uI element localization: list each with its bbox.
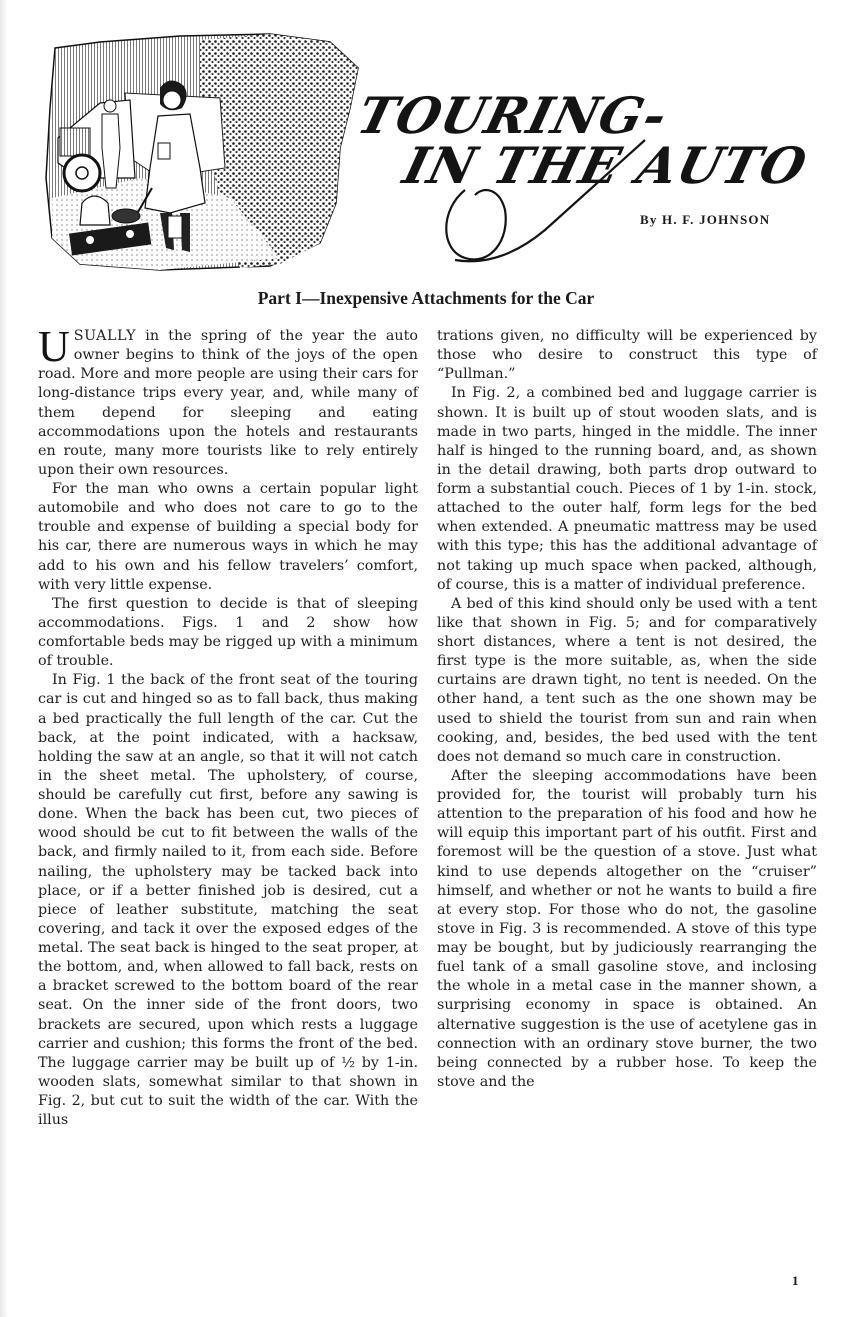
paragraph: For the man who owns a certain popular light automobile and who does not care to go to the trouble and expense of building a special body for his car, there are numerous ways in which he may add to his own and his fellow travelers’ comfort, with very little expense. [38,481,418,593]
right-column [437,327,817,1092]
article-subtitle: Part I—Inexpensive Attachments for the Car [257,288,595,308]
paragraph: trations given, no difficulty will be experienced by those who desire to construct this type of “Pullman.” [437,328,817,383]
title-line-1: TOURING- [351,86,674,145]
paragraph-text: in the spring of the year the auto owner begins to think of the joys of the open road. More and more people are using their cars for long-distance trips every year, and, while many of them depend for sleeping and eating accommodations upon the hotels and restaurants en route, many more tourists like to rely entirely upon their own resources. [38,328,418,478]
left-column [38,322,418,1130]
paragraph: A bed of this kind should only be used with a tent like that shown in Fig. 5; and for comparatively short distances, where a tent is not desired, the first type is the more suitable, as, when the side curtains are drawn tight, no tent is needed. On the other hand, a tent such as the one shown may be used to shield the tourist from sun and rain when cooking, and, besides, the bed used with the tent does not demand so much care in construction. [437,595,817,765]
paragraph: In Fig. 2, a combined bed and luggage carrier is shown. It is built up of stout wooden slats, and is made in two parts, hinged in the middle. The inner half is hinged to the running board, and, as shown in the detail drawing, both parts drop outward to form a substantial couch. Pieces of 1 by 1-in. stock, attached to the outer half, form legs for the bed when extended. A pneumatic mattress may be used with this type; this has the additional advantage of not taking up much space when packed, although, of course, this is a matter of individual preference. [437,385,817,593]
paragraph: After the sleeping accommodations have been provided for, the tourist will probably turn his attention to the preparation of his food and how he will equip this important part of his outfit. First and foremost will be the question of a stove. Just what kind to use depends altogether on the “cruiser” himself, and whether or not he wants to build a fire at every stop. For those who do not, the gasoline stove in Fig. 3 is recommended. A stove of this type may be bought, but by judiciously rearranging the fuel tank of a small gasoline stove, and inclosing the whole in a metal case in the manner shown, a surprising economy in space is obtained. An alternative suggestion is the use of acetylene gas in connection with an ordinary stove burner, the two being connected by a rubber hose. To keep the stove and the [437,767,817,1090]
paragraph: In Fig. 1 the back of the front seat of the touring car is cut and hinged so as to fall back, thus making a bed practically the full length of the car. Cut the back, at the point indicated, with a hacksaw, holding the saw at an angle, so that it will not catch in the sheet metal. The upholstery, of course, should be carefully cut first, before any sawing is done. When the back has been cut, two pieces of wood should be cut to fit between the walls of the back, and firmly nailed to it, from each side. Before nailing, the upholstery may be tacked back into place, or if a better finished job is desired, cut a piece of leather substitute, matching the seat covering, and tack it over the exposed edges of the metal. The seat back is hinged to the seat proper, at the bottom, and, when allowed to fall back, rests on a bracket screwed to the bottom board of the rear seat. On the inner side of the front doors, two brackets are secured, upon which rests a luggage carrier and cushion; this forms the front of the bed. The luggage carrier may be built up of ½ by 1-in. wooden slats, somewhat similar to that shown in Fig. 2, but cut to suit the width of the car. With the illus [38,672,418,1129]
page-number: 1 [792,1273,799,1288]
byline: By H. F. JOHNSON [640,212,771,227]
drop-cap: U [38,322,70,371]
lead-caps: SUALLY [73,328,137,344]
page-scan-edge [0,0,8,1317]
paragraph: The first question to decide is that of sleeping accommodations. Figs. 1 and 2 show how comfortable beds may be rigged up with a minimum of trouble. [38,595,418,670]
camp-scene-icon [40,28,360,273]
title-line-2: IN THE AUTO [397,136,813,195]
paragraph [38,322,418,480]
article-title [345,80,825,270]
camp-scene-illustration [40,28,360,273]
